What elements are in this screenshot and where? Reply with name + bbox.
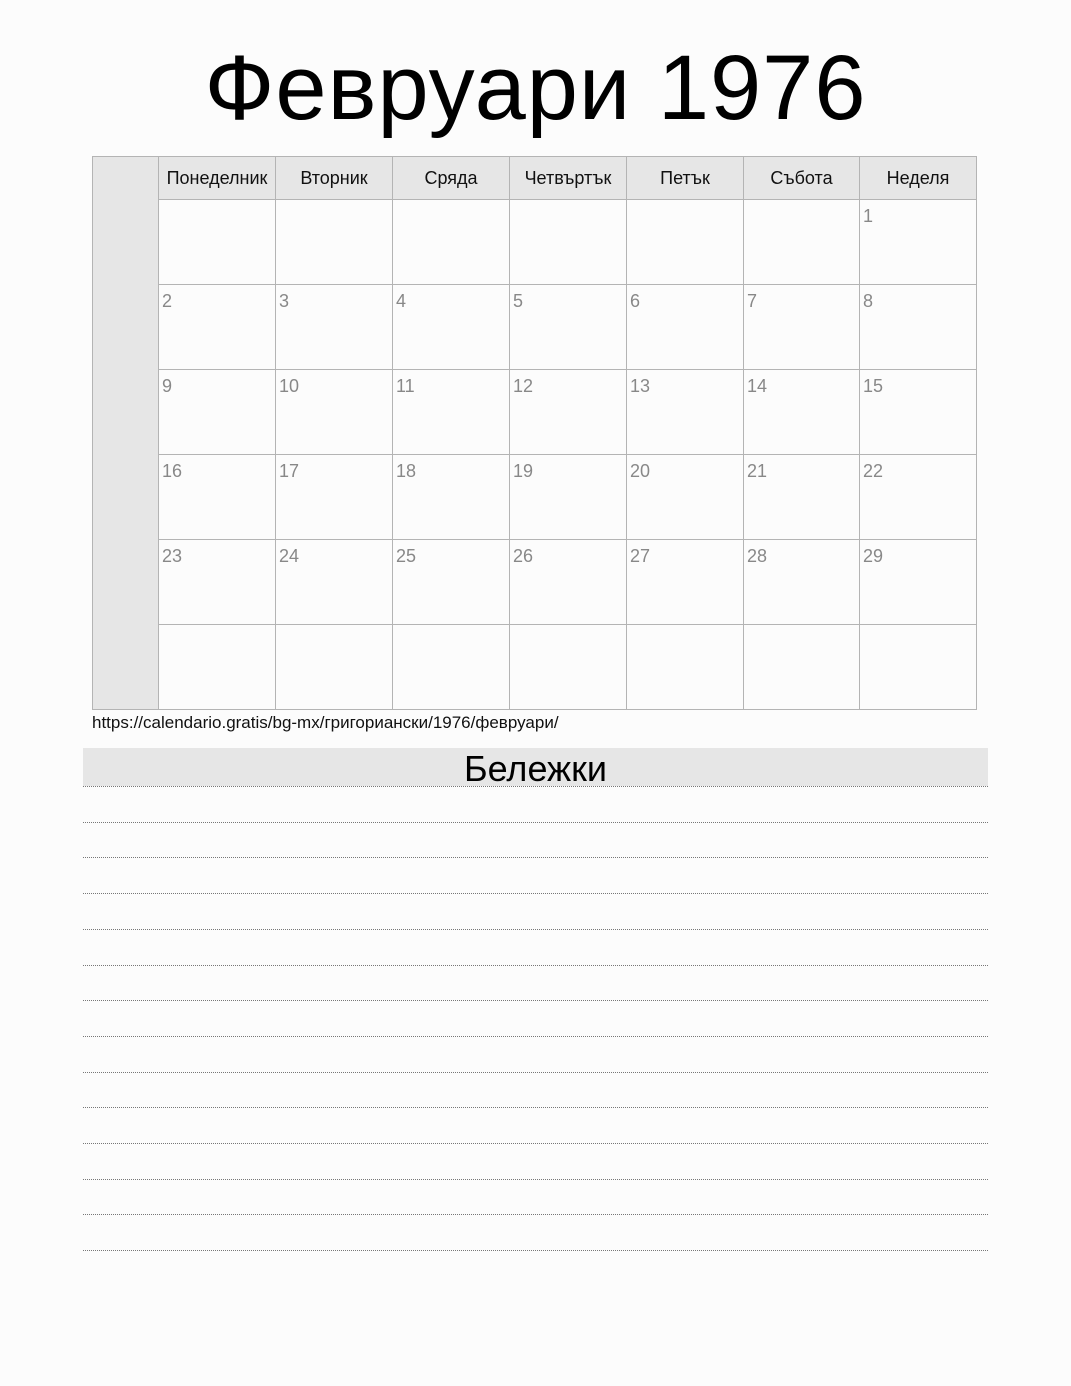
day-cell[interactable] [392,285,509,370]
day-number: 23 [162,546,183,566]
day-number: 6 [630,291,641,311]
day-number: 16 [162,461,183,481]
day-cell[interactable] [509,200,626,285]
note-line [83,1072,988,1073]
day-number: 21 [747,461,768,481]
day-cell[interactable] [392,200,509,285]
day-cell[interactable] [158,625,275,709]
day-number: 7 [747,291,758,311]
day-number: 2 [162,291,173,311]
day-cell[interactable] [626,455,743,540]
day-cell[interactable] [743,540,859,625]
page-title: Февруари 1976 [204,37,867,139]
note-line [83,1036,988,1037]
weekday-header: Сряда [392,157,509,200]
day-cell[interactable] [859,625,976,709]
day-cell[interactable] [275,285,392,370]
note-line [83,1107,988,1108]
day-cell[interactable] [509,455,626,540]
note-line [83,1143,988,1144]
weekday-header: Събота [743,157,859,200]
day-cell[interactable] [743,625,859,709]
day-cell[interactable] [509,285,626,370]
day-number: 3 [279,291,290,311]
note-line [83,1000,988,1001]
day-number: 28 [747,546,768,566]
note-line [83,822,988,823]
note-line [83,786,988,787]
note-line [83,893,988,894]
day-cell[interactable] [626,540,743,625]
weekday-header: Неделя [859,157,976,200]
day-number: 11 [396,376,415,396]
day-number: 20 [630,461,651,481]
day-cell[interactable] [158,200,275,285]
day-cell[interactable] [509,540,626,625]
day-cell[interactable] [509,370,626,455]
day-number: 1 [863,206,874,226]
day-cell[interactable] [275,540,392,625]
day-cell[interactable] [158,540,275,625]
day-number: 17 [279,461,300,481]
weekday-header: Вторник [275,157,392,200]
day-number: 9 [162,376,173,396]
note-line [83,1214,988,1215]
day-number: 18 [396,461,417,481]
day-cell[interactable] [626,625,743,709]
day-cell[interactable] [859,455,976,540]
day-number: 13 [630,376,651,396]
weekday-header: Понеделник [158,157,275,200]
day-cell[interactable] [392,540,509,625]
note-line [83,857,988,858]
day-cell[interactable] [743,285,859,370]
day-cell[interactable] [509,625,626,709]
day-number: 29 [863,546,884,566]
day-number: 26 [513,546,534,566]
day-cell[interactable] [158,285,275,370]
notes-title: Бележки [83,748,988,786]
weekday-header: Петък [626,157,743,200]
day-number: 22 [863,461,884,481]
day-number: 4 [396,291,407,311]
day-cell[interactable] [275,200,392,285]
day-number: 14 [747,376,768,396]
calendar-grid [158,157,976,709]
day-number: 5 [513,291,524,311]
day-number: 25 [396,546,417,566]
day-cell[interactable] [275,455,392,540]
day-cell[interactable] [626,285,743,370]
day-cell[interactable] [392,370,509,455]
day-cell[interactable] [392,625,509,709]
note-line [83,1179,988,1180]
day-cell[interactable] [626,200,743,285]
day-number: 19 [513,461,534,481]
day-cell[interactable] [743,370,859,455]
weekday-header: Четвъртък [509,157,626,200]
day-cell[interactable] [859,200,976,285]
day-cell[interactable] [275,370,392,455]
note-line [83,929,988,930]
month-calendar [92,156,977,710]
day-number: 24 [279,546,300,566]
note-line [83,965,988,966]
day-cell[interactable] [859,370,976,455]
day-cell[interactable] [859,285,976,370]
day-number: 8 [863,291,874,311]
day-number: 15 [863,376,884,396]
day-cell[interactable] [626,370,743,455]
day-cell[interactable] [392,455,509,540]
day-cell[interactable] [158,370,275,455]
source-url[interactable]: https://calendario.gratis/bg-mx/григориански/1976/февруари/ [92,713,559,732]
week-number-column [93,157,159,709]
day-cell[interactable] [158,455,275,540]
day-number: 12 [513,376,534,396]
day-cell[interactable] [859,540,976,625]
day-cell[interactable] [743,455,859,540]
day-number: 10 [279,376,300,396]
day-cell[interactable] [275,625,392,709]
day-number: 27 [630,546,651,566]
note-line [83,1250,988,1251]
day-cell[interactable] [743,200,859,285]
